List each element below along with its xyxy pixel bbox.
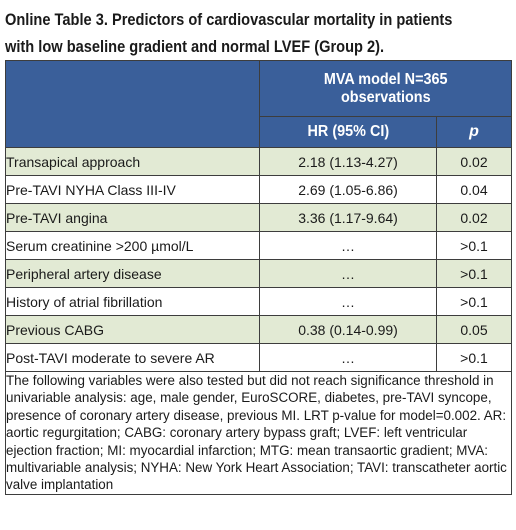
table-row	[6, 148, 512, 176]
row-p: 0.05	[437, 316, 512, 344]
row-p: >0.1	[437, 260, 512, 288]
table-row	[6, 260, 512, 288]
table-title	[5, 6, 453, 60]
col-header-p-label: p	[469, 123, 479, 140]
row-hr: …	[260, 288, 437, 316]
title-line-1: Online Table 3. Predictors of cardiovascular mortality in patients	[5, 10, 453, 29]
table-footnote: The following variables were also tested but did not reach significance threshold in univariable analysis: age, male gender, EuroSCORE, diabetes, pre-TAVI syncope, presence of coronary artery disease, previous MI. LRT p-value for model=0.002. AR: aortic regurgitation; CABG: coronary artery bypass graft; LVEF: left ventricular ejection fraction; MI: myocardial infarction; MTG: mean transaortic gradient; MVA: multivariable analysis; NYHA: New York Heart Association; TAVI: transcatheter aortic valve implantation	[6, 372, 512, 495]
row-label: Post-TAVI moderate to severe AR	[6, 344, 260, 372]
row-label: Pre-TAVI angina	[6, 204, 260, 232]
row-hr: 0.38 (0.14-0.99)	[260, 316, 437, 344]
row-label: Pre-TAVI NYHA Class III-IV	[6, 176, 260, 204]
row-label: Previous CABG	[6, 316, 260, 344]
group-header-line-1: MVA model N=365	[323, 70, 448, 88]
group-header	[260, 61, 512, 117]
row-hr: 2.69 (1.05-6.86)	[260, 176, 437, 204]
table-row	[6, 288, 512, 316]
title-line-2: with low baseline gradient and normal LVEF (Group 2).	[5, 37, 385, 56]
row-p: >0.1	[437, 288, 512, 316]
row-p: 0.02	[437, 148, 512, 176]
col-header-hr	[260, 117, 437, 148]
row-p: 0.02	[437, 204, 512, 232]
row-hr: 2.18 (1.13-4.27)	[260, 148, 437, 176]
table-row	[6, 232, 512, 260]
footnote-row	[6, 372, 512, 495]
predictors-table	[5, 60, 512, 495]
row-p: >0.1	[437, 232, 512, 260]
table-row	[6, 344, 512, 372]
header-row-group	[6, 61, 512, 117]
row-label: History of atrial fibrillation	[6, 288, 260, 316]
row-p: 0.04	[437, 176, 512, 204]
table-row	[6, 204, 512, 232]
col-header-hr-label: HR (95% CI)	[307, 123, 389, 140]
table-row	[6, 316, 512, 344]
row-hr: 3.36 (1.17-9.64)	[260, 204, 437, 232]
row-hr: …	[260, 232, 437, 260]
row-hr: …	[260, 344, 437, 372]
header-blank-cell	[6, 61, 260, 148]
row-hr: …	[260, 260, 437, 288]
row-label: Transapical approach	[6, 148, 260, 176]
group-header-line-2: observations	[340, 88, 431, 106]
row-p: >0.1	[437, 344, 512, 372]
row-label: Peripheral artery disease	[6, 260, 260, 288]
table-row	[6, 176, 512, 204]
row-label: Serum creatinine >200 µmol/L	[6, 232, 260, 260]
col-header-p	[437, 117, 512, 148]
